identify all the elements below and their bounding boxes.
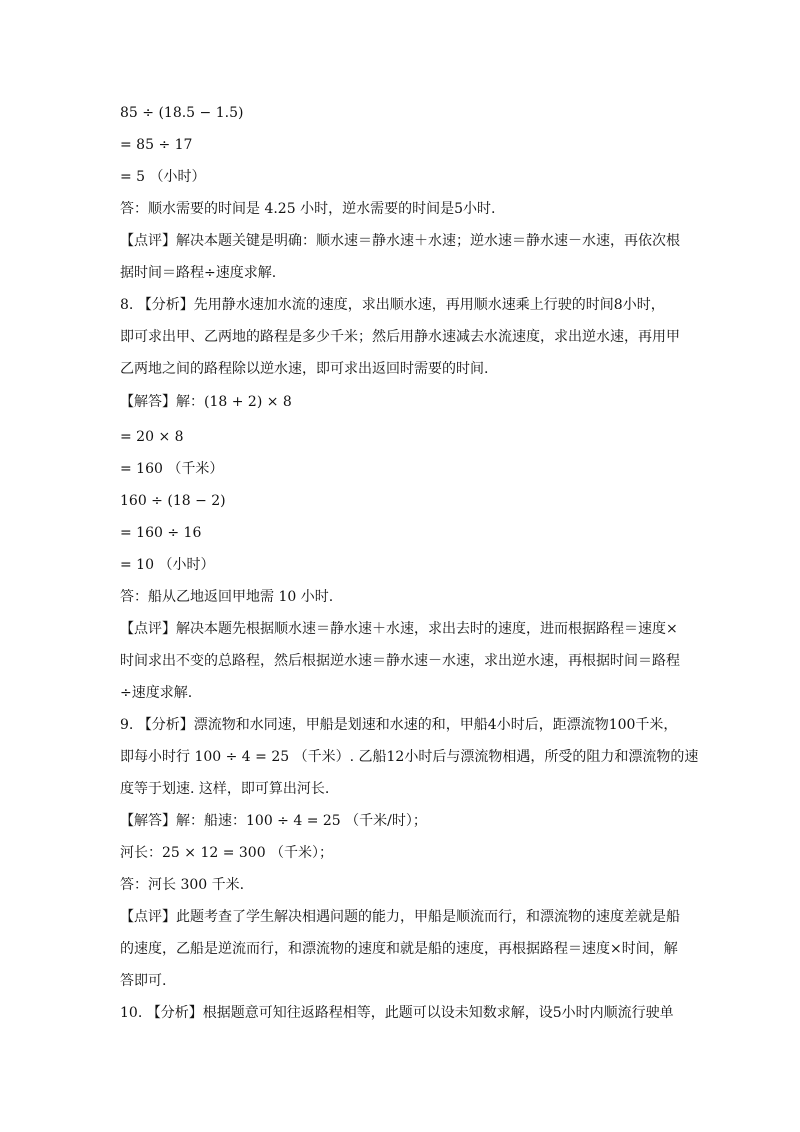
text-line: ÷速度求解. [120, 685, 193, 701]
text-line: 答即可. [120, 973, 167, 989]
text-line: = 20 × 8 [120, 429, 184, 445]
text-line: = 160 ÷ 16 [120, 525, 202, 541]
text-line: 的速度，乙船是逆流而行，和漂流物的速度和就是船的速度，再根据路程＝速度×时间，解 [120, 941, 678, 957]
text-line: 答：顺水需要的时间是 4.25 小时，逆水需要的时间是5小时. [120, 201, 496, 217]
text-line: 160 ÷ (18 − 2) [120, 493, 226, 509]
text-line: = 85 ÷ 17 [120, 137, 193, 153]
text-line: 度等于划速. 这样，即可算出河长. [120, 781, 330, 797]
text-line: 【解答】解：(18 + 2) × 8 [120, 394, 292, 410]
text-line: 【点评】此题考查了学生解决相遇问题的能力，甲船是顺流而行，和漂流物的速度差就是船 [120, 909, 680, 925]
text-line: 10. 【分析】根据题意可知往返路程相等，此题可以设未知数求解，设5小时内顺流行驶单 [120, 1005, 674, 1021]
text-line: 【点评】解决本题关键是明确：顺水速＝静水速＋水速；逆水速＝静水速－水速，再依次根 [120, 233, 680, 249]
text-line: 即每小时行 100 ÷ 4 = 25 （千米）. 乙船12小时后与漂流物相遇，所受的阻力和漂流物的速 [120, 749, 699, 765]
text-line: 河长：25 × 12 = 300 （千米）； [120, 845, 334, 861]
text-line: 据时间＝路程÷速度求解. [120, 265, 277, 281]
text-line: 【点评】解决本题先根据顺水速＝静水速＋水速，求出去时的速度，进而根据路程＝速度× [120, 621, 678, 637]
text-line: 答：船从乙地返回甲地需 10 小时. [120, 589, 334, 605]
text-line: 【解答】解：船速：100 ÷ 4 = 25 （千米/时）； [120, 813, 427, 829]
text-line: 9. 【分析】漂流物和水同速，甲船是划速和水速的和，甲船4小时后，距漂流物100千米， [120, 717, 678, 733]
text-line: 时间求出不变的总路程，然后根据逆水速＝静水速－水速，求出逆水速，再根据时间＝路程 [120, 653, 680, 669]
text-line: 8. 【分析】先用静水速加水流的速度，求出顺水速，再用顺水速乘上行驶的时间8小时， [120, 297, 665, 313]
text-line: 答：河长 300 千米. [120, 877, 245, 893]
text-line: 即可求出甲、乙两地的路程是多少千米；然后用静水速减去水流速度，求出逆水速，再用甲 [120, 329, 680, 345]
text-line: = 10 （小时） [120, 557, 215, 573]
text-line: 85 ÷ (18.5 − 1.5) [120, 105, 244, 121]
text-line: = 160 （千米） [120, 461, 224, 477]
text-line: 乙两地之间的路程除以逆水速，即可求出返回时需要的时间. [120, 361, 489, 377]
text-line: = 5 （小时） [120, 169, 206, 185]
